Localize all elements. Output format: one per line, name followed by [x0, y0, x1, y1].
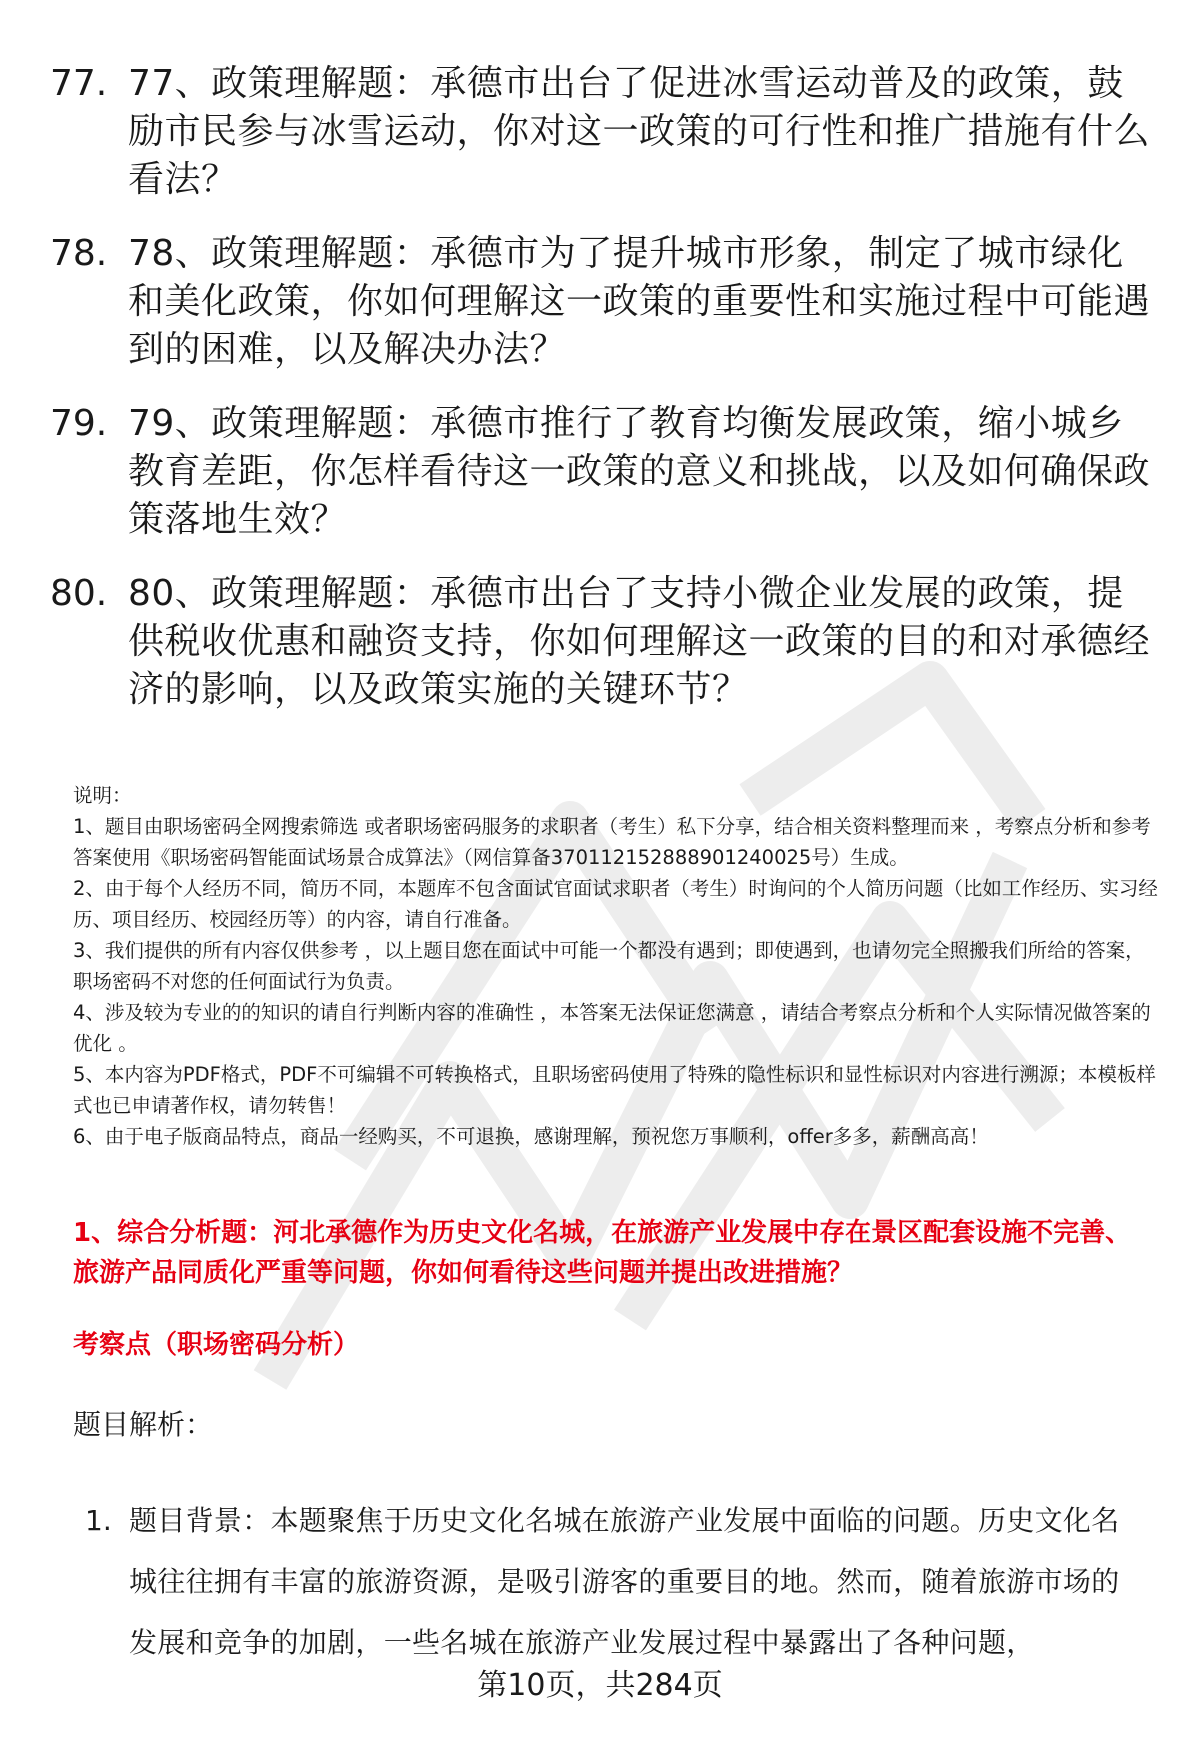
note-item: 2、由于每个人经历不同，简历不同，本题库不包含面试官面试求职者（考生）时询问的个人简历问题（比如工作经历、实习经历、项目经历、校园经历等）的内容，请自行准备。: [73, 877, 1158, 931]
note-item: 5、本内容为PDF格式，PDF不可编辑不可转换格式，且职场密码使用了特殊的隐性标识和显性标识对内容进行溯源；本模板样式也已申请著作权，请勿转售！: [73, 1063, 1156, 1117]
question-text: 79、政策理解题：承德市推行了教育均衡发展政策，缩小城乡教育差距，你怎样看待这一政策的意义和挑战，以及如何确保政策落地生效？: [128, 403, 1151, 540]
note-item: 6、由于电子版商品特点，商品一经购买，不可退换，感谢理解，预祝您万事顺利，offer多多，薪酬高高！: [73, 1125, 989, 1148]
analysis-item-number: 1.: [85, 1504, 112, 1537]
list-item: [50, 60, 1150, 204]
analysis-item: [85, 1490, 1145, 1673]
question-text: 78、政策理解题：承德市为了提升城市形象，制定了城市绿化和美化政策，你如何理解这一政策的重要性和实施过程中可能遇到的困难，以及解决办法？: [128, 233, 1151, 370]
question-text: 77、政策理解题：承德市出台了促进冰雪运动普及的政策，鼓励市民参与冰雪运动，你对这一政策的可行性和推广措施有什么看法？: [128, 63, 1151, 200]
list-item: [50, 400, 1150, 544]
analysis-item-text: 题目背景：本题聚焦于历史文化名城在旅游产业发展中面临的问题。历史文化名城往往拥有丰富的旅游资源，是吸引游客的重要目的地。然而，随着旅游市场的发展和竞争的加剧，一些名城在旅游产业发展过程中暴露出了各种问题，: [129, 1504, 1120, 1659]
note-item: 3、我们提供的所有内容仅供参考 ，以上题目您在面试中可能一个都没有遇到；即使遇到，也请勿完全照搬我们所给的答案，职场密码不对您的任何面试行为负责。: [73, 939, 1145, 993]
list-item: [50, 230, 1150, 374]
question-number: 80.: [50, 573, 108, 614]
note-item: 4、涉及较为专业的的知识的请自行判断内容的准确性 ，本答案无法保证您满意 ，请结合考察点分析和个人实际情况做答案的优化 。: [73, 1001, 1151, 1055]
analysis-label: 题目解析：: [73, 1408, 214, 1441]
notes-title: 说明：: [73, 784, 132, 807]
question-number: 79.: [50, 403, 108, 444]
note-item: 1、题目由职场密码全网搜索筛选 或者职场密码服务的求职者（考生）私下分享，结合相关资料整理而来 ，考察点分析和参考答案使用《职场密码智能面试场景合成算法》（网信算备370112152888901240025号）生成。: [73, 815, 1151, 869]
question-number: 77.: [50, 63, 108, 104]
question-text: 80、政策理解题：承德市出台了支持小微企业发展的政策，提供税收优惠和融资支持，你如何理解这一政策的目的和对承德经济的影响，以及政策实施的关键环节？: [128, 573, 1151, 710]
question-list: [50, 60, 1150, 740]
page-footer: 第10页，共284页: [477, 1668, 723, 1703]
section-title: 考察点（职场密码分析）: [73, 1330, 360, 1360]
main-question: 1、综合分析题：河北承德作为历史文化名城，在旅游产业发展中存在景区配套设施不完善、旅游产品同质化严重等问题，你如何看待这些问题并提出改进措施？: [73, 1218, 1132, 1288]
list-item: [50, 570, 1150, 714]
question-number: 78.: [50, 233, 108, 274]
notes-section: [73, 780, 1163, 1152]
